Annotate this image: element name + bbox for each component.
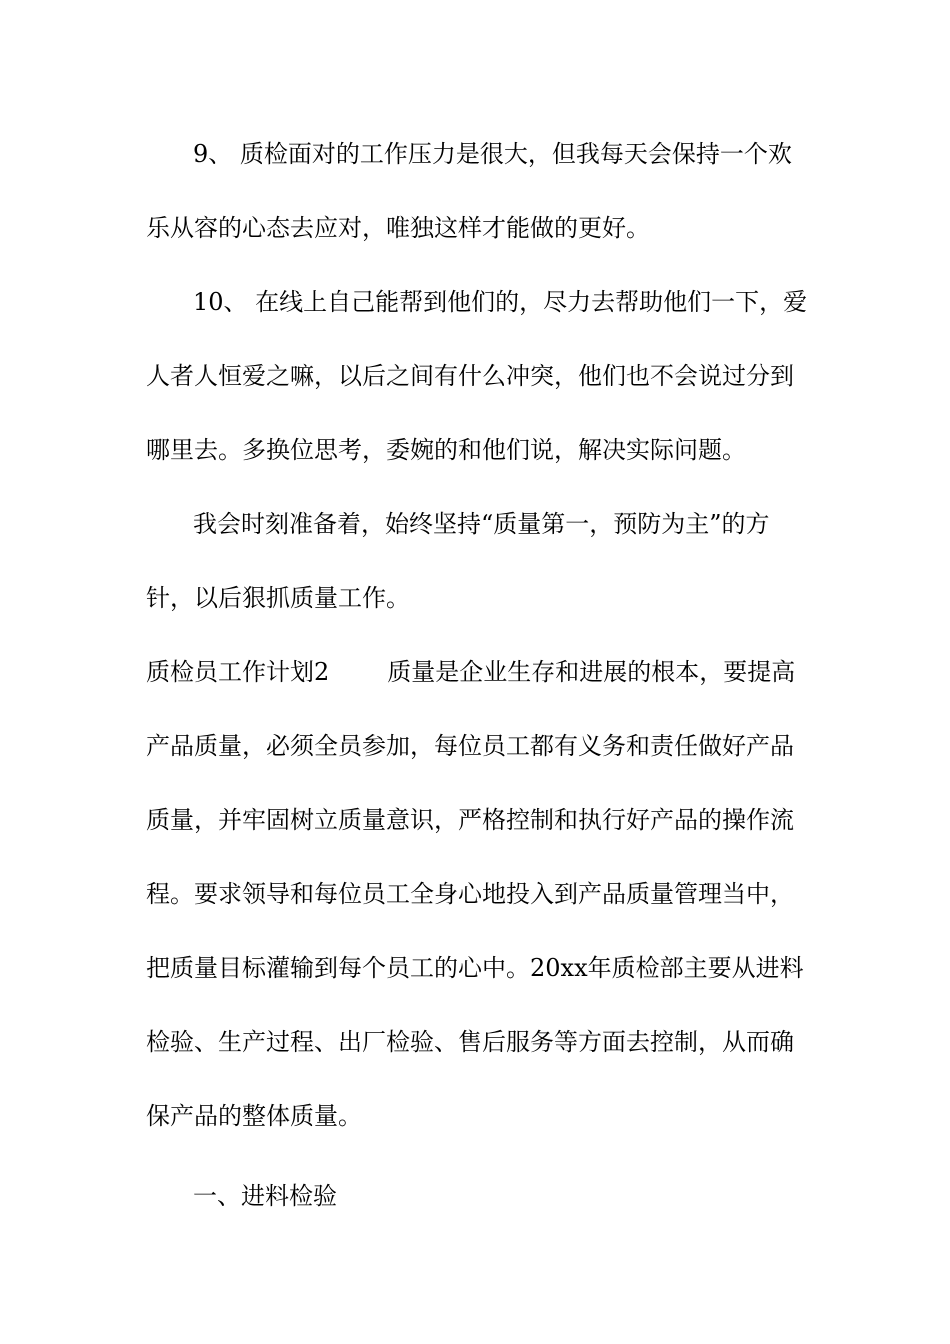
paragraph-line: 哪里去。多换位思考，委婉的和他们说，解决实际问题。 <box>146 436 746 464</box>
paragraph-line: 9、 质检面对的工作压力是很大，但我每天会保持一个欢 <box>193 140 792 168</box>
paragraph-line: 人者人恒爱之嘛，以后之间有什么冲突，他们也不会说过分到 <box>146 362 794 390</box>
paragraph-line: 检验、生产过程、出厂检验、售后服务等方面去控制，从而确 <box>146 1028 794 1056</box>
paragraph-line: 10、 在线上自己能帮到他们的，尽力去帮助他们一下，爱 <box>193 288 808 316</box>
section-heading: 一、进料检验 <box>193 1182 337 1210</box>
paragraph-line: 程。要求领导和每位员工全身心地投入到产品质量管理当中， <box>146 880 794 908</box>
paragraph-first-line: 质量是企业生存和进展的根本，要提高 <box>387 658 796 686</box>
paragraph-line: 我会时刻准备着，始终坚持“质量第一，预防为主”的方 <box>193 510 770 538</box>
paragraph-line: 针，以后狠抓质量工作。 <box>146 584 410 612</box>
paragraph-line: 保产品的整体质量。 <box>146 1102 362 1130</box>
plan-heading-line <box>146 656 826 688</box>
plan-heading: 质检员工作计划2 <box>146 658 330 686</box>
paragraph-line: 乐从容的心态去应对，唯独这样才能做的更好。 <box>146 214 650 242</box>
paragraph-line: 质量，并牢固树立质量意识，严格控制和执行好产品的操作流 <box>146 806 794 834</box>
paragraph-line: 产品质量，必须全员参加，每位员工都有义务和责任做好产品 <box>146 732 794 760</box>
paragraph-line: 把质量目标灌输到每个员工的心中。20xx年质检部主要从进料 <box>146 954 804 982</box>
